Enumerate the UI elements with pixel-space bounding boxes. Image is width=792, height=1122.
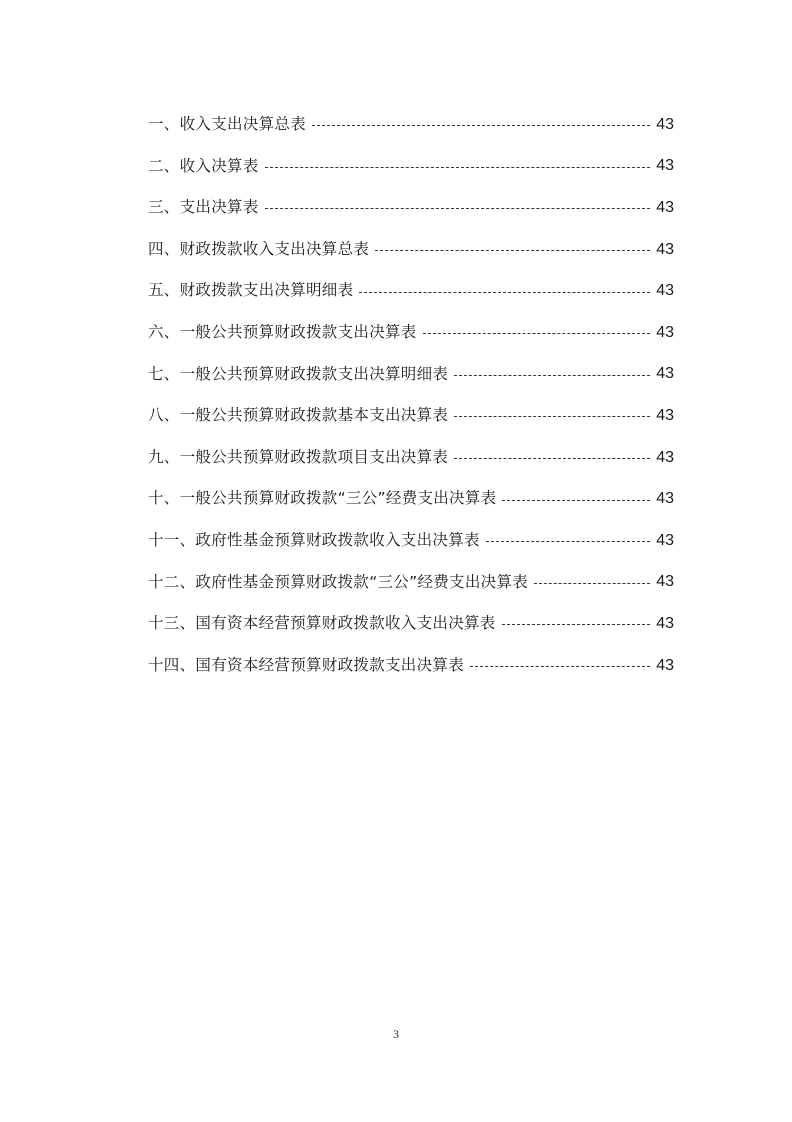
dot-leader xyxy=(312,125,650,126)
toc-entry-title: 四、财政拨款收入支出决算总表 xyxy=(148,239,370,258)
dot-leader xyxy=(502,500,650,501)
toc-entry[interactable] xyxy=(148,562,674,604)
toc-entry[interactable] xyxy=(148,146,674,188)
toc-entry[interactable] xyxy=(148,187,674,229)
toc-entry[interactable] xyxy=(148,603,674,645)
toc-entry-title: 三、支出决算表 xyxy=(148,198,259,217)
toc-entry-page: 43 xyxy=(656,323,674,341)
toc-entry[interactable] xyxy=(148,478,674,520)
dot-leader xyxy=(423,333,651,334)
toc-entry-page: 43 xyxy=(656,365,674,383)
toc-entry[interactable] xyxy=(148,312,674,354)
toc-entry-page: 43 xyxy=(656,531,674,549)
toc-entry-title: 九、一般公共预算财政拨款项目支出决算表 xyxy=(148,447,449,466)
dot-leader xyxy=(359,292,650,293)
dot-leader xyxy=(486,541,650,542)
dot-leader xyxy=(470,666,650,667)
toc-entry-page: 43 xyxy=(656,490,674,508)
dot-leader xyxy=(454,416,650,417)
toc-entry[interactable] xyxy=(148,229,674,271)
toc-entry-page: 43 xyxy=(656,157,674,175)
dot-leader xyxy=(502,624,651,625)
toc-entry-title: 八、一般公共预算财政拨款基本支出决算表 xyxy=(148,406,449,425)
toc-entry[interactable] xyxy=(148,104,674,146)
toc-entry-page: 43 xyxy=(656,614,674,632)
page-number: 3 xyxy=(393,1027,399,1041)
toc-entry-title: 十二、政府性基金预算财政拨款“三公”经费支出决算表 xyxy=(148,572,529,591)
table-of-contents xyxy=(148,104,674,686)
toc-entry-title: 十一、政府性基金预算财政拨款收入支出决算表 xyxy=(148,530,480,549)
toc-entry-title: 一、收入支出决算总表 xyxy=(148,115,307,134)
toc-entry-page: 43 xyxy=(656,573,674,591)
toc-entry-page: 43 xyxy=(656,406,674,424)
toc-entry[interactable] xyxy=(148,270,674,312)
toc-entry-title: 七、一般公共预算财政拨款支出决算明细表 xyxy=(148,364,449,383)
toc-entry[interactable] xyxy=(148,354,674,396)
dot-leader xyxy=(534,583,650,584)
toc-entry[interactable] xyxy=(148,437,674,479)
toc-entry[interactable] xyxy=(148,520,674,562)
toc-entry-title: 十三、国有资本经营预算财政拨款收入支出决算表 xyxy=(148,614,496,633)
toc-entry[interactable] xyxy=(148,395,674,437)
toc-entry-page: 43 xyxy=(656,656,674,674)
dot-leader xyxy=(454,375,650,376)
toc-entry-page: 43 xyxy=(656,198,674,216)
dot-leader xyxy=(265,208,651,209)
dot-leader xyxy=(265,167,651,168)
dot-leader xyxy=(375,250,650,251)
toc-entry-page: 43 xyxy=(656,115,674,133)
toc-entry-page: 43 xyxy=(656,448,674,466)
toc-entry-page: 43 xyxy=(656,240,674,258)
dot-leader xyxy=(454,458,650,459)
toc-entry-title: 五、财政拨款支出决算明细表 xyxy=(148,281,354,300)
toc-entry-title: 二、收入决算表 xyxy=(148,156,259,175)
toc-entry-title: 六、一般公共预算财政拨款支出决算表 xyxy=(148,323,417,342)
toc-entry-title: 十、一般公共预算财政拨款“三公”经费支出决算表 xyxy=(148,489,497,508)
toc-entry[interactable] xyxy=(148,645,674,687)
toc-entry-title: 十四、国有资本经营预算财政拨款支出决算表 xyxy=(148,655,465,674)
toc-entry-page: 43 xyxy=(656,282,674,300)
